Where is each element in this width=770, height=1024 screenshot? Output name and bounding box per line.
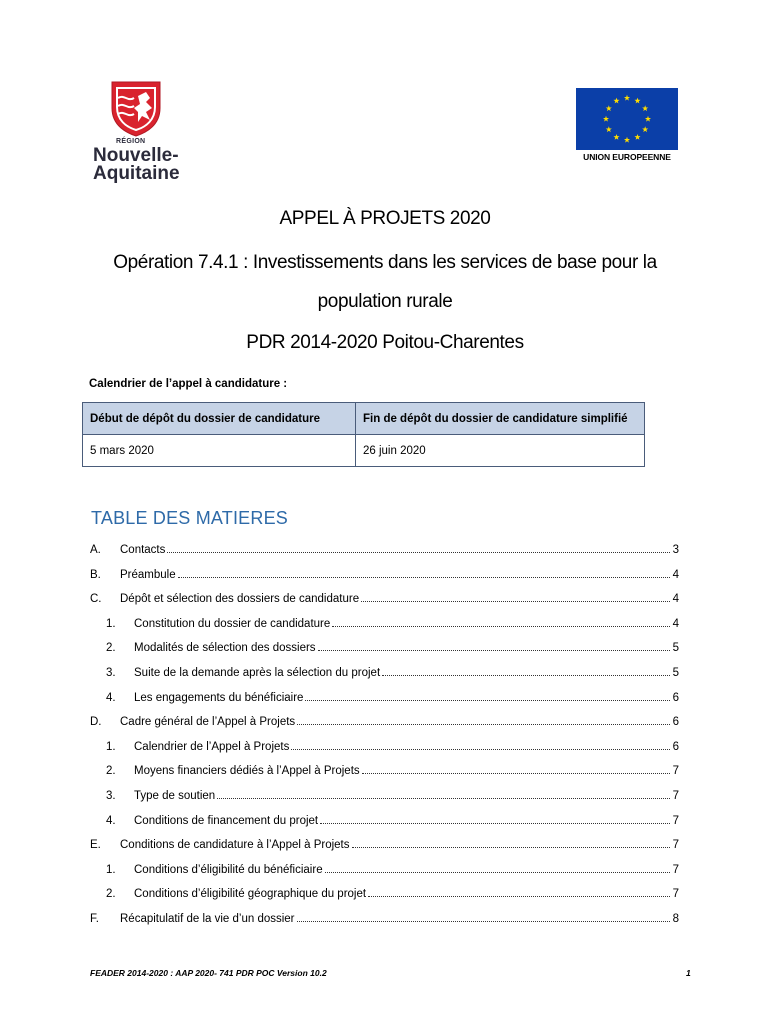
eu-flag-icon	[576, 88, 678, 150]
toc-entry[interactable]	[90, 712, 679, 728]
toc-entry[interactable]	[90, 835, 679, 851]
document-title: APPEL À PROJETS 2020	[279, 208, 491, 229]
toc-entry-number: B.	[90, 568, 101, 581]
toc-entry-label: Conditions de candidature à l’Appel à Projets	[120, 839, 350, 852]
toc-entry-label: Constitution du dossier de candidature	[134, 617, 331, 630]
footer-reference: FEADER 2014-2020 : AAP 2020- 741 PDR POC Version 10.2	[90, 968, 327, 978]
toc-dot-leader	[362, 772, 670, 774]
toc-dot-leader	[320, 822, 669, 824]
toc-entry[interactable]	[90, 909, 679, 925]
calendar-start-date: 5 mars 2020	[83, 435, 356, 467]
toc-entry-number: 1.	[106, 863, 116, 876]
eu-star	[624, 95, 630, 101]
eu-caption: UNION EUROPEENNE	[583, 152, 671, 162]
toc-entry[interactable]	[90, 565, 679, 581]
region-nouvelle-aquitaine-logo	[92, 78, 192, 186]
eu-stars-icon	[576, 88, 678, 150]
toc-entry-page: 7	[672, 863, 679, 876]
eu-star	[606, 126, 612, 132]
toc-dot-leader	[178, 576, 670, 578]
calendar-data-row	[83, 435, 645, 467]
toc-entry-page: 5	[672, 642, 679, 655]
toc-entry-number: 3.	[106, 790, 116, 802]
toc-entry-number: A.	[90, 544, 101, 556]
toc-entry-label: Récapitulatif de la vie d’un dossier	[120, 913, 295, 925]
toc-heading: TABLE DES MATIERES	[91, 508, 288, 528]
toc-dot-leader	[325, 871, 670, 873]
toc-entry-number: 4.	[106, 691, 116, 704]
toc-entry-page: 6	[672, 691, 679, 704]
toc-entry[interactable]	[90, 540, 679, 556]
toc-entry-label: Préambule	[120, 568, 176, 581]
toc-entry-label: Contacts	[120, 544, 166, 556]
toc-entry-page: 4	[672, 568, 679, 581]
eu-star	[624, 137, 630, 143]
toc-entry[interactable]	[106, 614, 679, 630]
toc-entry-number: E.	[90, 839, 101, 852]
toc-entry-page: 4	[672, 593, 679, 606]
toc-entry-label: Suite de la demande après la sélection du projet	[134, 667, 381, 679]
toc-entry[interactable]	[106, 761, 679, 777]
eu-star	[613, 134, 619, 140]
toc-entry-number: F.	[90, 913, 99, 925]
eu-star	[642, 126, 648, 132]
eu-star	[606, 105, 612, 111]
toc-entry-label: Type de soutien	[134, 790, 216, 802]
toc-entry-label: Calendrier de l’Appel à Projets	[134, 740, 290, 753]
toc-entry-page: 6	[672, 740, 679, 753]
toc-entry-number: 4.	[106, 814, 116, 827]
region-shield-icon	[108, 78, 164, 138]
toc-entry[interactable]	[106, 860, 679, 876]
operation-title-line1: Opération 7.4.1 : Investissements dans les services de base pour la	[113, 252, 657, 273]
toc-entry[interactable]	[106, 638, 679, 654]
eu-star	[642, 105, 648, 111]
toc-entry-page: 3	[672, 544, 679, 556]
toc-dot-leader	[361, 600, 670, 602]
eu-star	[645, 116, 651, 122]
toc-entry-number: 2.	[106, 765, 116, 778]
toc-entry-label: Les engagements du bénéficiaire	[134, 691, 304, 704]
toc-dot-leader	[167, 551, 669, 553]
toc-dot-leader	[291, 748, 669, 750]
toc-dot-leader	[305, 699, 669, 701]
toc-entry-page: 7	[672, 790, 679, 802]
toc-dot-leader	[297, 723, 669, 725]
toc-entry-label: Dépôt et sélection des dossiers de candidature	[120, 593, 360, 606]
toc-entry-page: 4	[672, 617, 679, 630]
toc-entry-label: Modalités de sélection des dossiers	[134, 642, 316, 655]
toc-dot-leader	[297, 920, 670, 922]
toc-entry-page: 7	[672, 888, 679, 901]
toc-dot-leader	[318, 649, 670, 651]
toc-entry[interactable]	[90, 589, 679, 605]
toc-entry[interactable]	[106, 663, 679, 679]
toc-dot-leader	[217, 797, 669, 799]
toc-entry-number: 3.	[106, 667, 116, 679]
operation-title-line2: population rurale	[317, 291, 453, 312]
toc-dot-leader	[368, 895, 670, 897]
toc-entry-label: Moyens financiers dédiés à l’Appel à Projets	[134, 765, 360, 778]
program-title: PDR 2014-2020 Poitou-Charentes	[246, 332, 524, 353]
eu-star	[634, 98, 640, 104]
calendar-caption: Calendrier de l’appel à candidature :	[89, 378, 288, 390]
european-union-logo	[576, 88, 678, 165]
toc-entry-number: 1.	[106, 740, 116, 753]
toc-entry[interactable]	[106, 688, 679, 704]
toc-entry-page: 7	[672, 814, 679, 827]
toc-entry-page: 7	[672, 765, 679, 778]
toc-entry-label: Conditions de financement du projet	[134, 814, 319, 827]
toc-dot-leader	[352, 846, 670, 848]
toc-dot-leader	[382, 674, 669, 676]
toc-entry-number: 1.	[106, 617, 116, 630]
eu-star	[603, 116, 609, 122]
eu-star	[613, 98, 619, 104]
toc-entry-label: Conditions d’éligibilité du bénéficiaire	[134, 863, 323, 876]
toc-entry-page: 5	[672, 667, 679, 679]
toc-entry-page: 8	[672, 913, 679, 925]
calendar-header-row	[83, 403, 645, 435]
calendar-table	[82, 402, 645, 467]
region-label-small: RÉGION	[116, 138, 146, 145]
footer-page-number: 1	[686, 968, 691, 978]
toc-entry-page: 6	[672, 716, 679, 729]
calendar-header-end: Fin de dépôt du dossier de candidature simplifié	[356, 403, 645, 435]
calendar-header-start: Début de dépôt du dossier de candidature	[83, 403, 356, 435]
calendar-end-date: 26 juin 2020	[356, 435, 645, 467]
eu-star	[634, 134, 640, 140]
toc-entry-page: 7	[672, 839, 679, 852]
toc-dot-leader	[332, 625, 669, 627]
toc-entry-label: Cadre général de l’Appel à Projets	[120, 716, 296, 729]
toc-entry-number: 2.	[106, 642, 116, 655]
toc-entry-label: Conditions d’éligibilité géographique du projet	[134, 888, 367, 901]
toc-entry[interactable]	[106, 786, 679, 802]
toc-entry-number: C.	[90, 593, 102, 606]
toc-entry-number: 2.	[106, 888, 116, 901]
toc-entry[interactable]	[106, 884, 679, 900]
toc-entry[interactable]	[106, 811, 679, 827]
region-name-line2: Aquitaine	[93, 163, 180, 184]
region-name-line1: Nouvelle-	[93, 145, 179, 166]
toc-entry[interactable]	[106, 737, 679, 753]
toc-entry-number: D.	[90, 716, 102, 729]
